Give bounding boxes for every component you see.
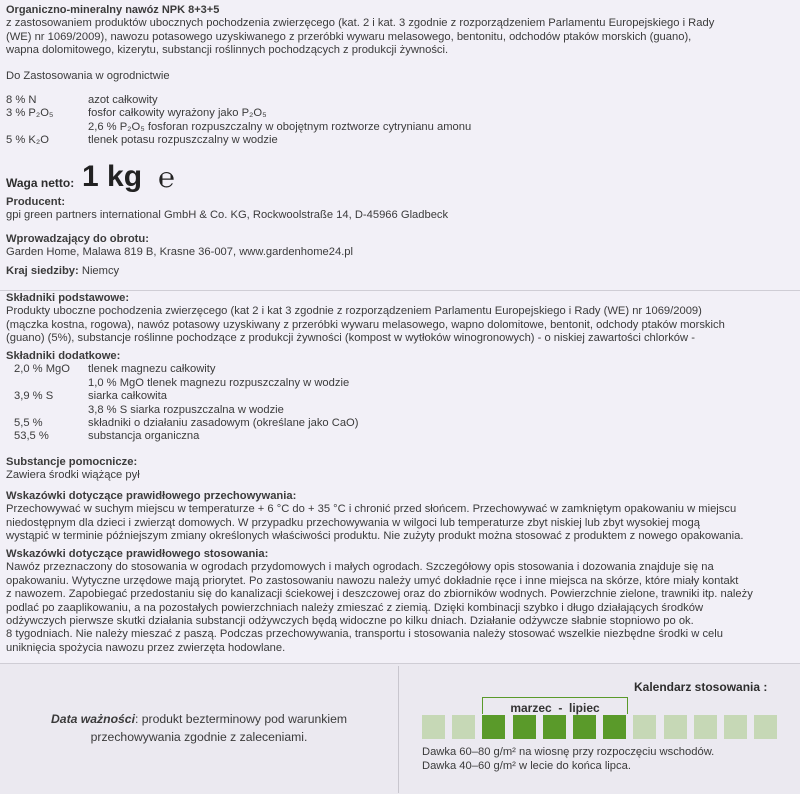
dose-spring: Dawka 60–80 g/m² na wiosnę przy rozpoczęciu wschodów. — [422, 746, 715, 758]
nutrient-desc: 2,6 % P₂O₅ fosforan rozpuszczalny w obojętnym roztworze cytrynianu amonu — [88, 120, 472, 133]
additional-pct: 53,5 % — [14, 430, 49, 443]
validity-line2: przechowywania zgodnie z zaleceniami. — [90, 730, 308, 744]
calendar-month-block — [573, 715, 596, 739]
product-description — [6, 4, 792, 58]
calendar-month-block — [754, 715, 777, 739]
basic-ingredients-line: (mączka kostna, rogowa), nawóz potasowy uzyskiwany z przeróbki wywaru melasowego, wapno dolomitowe, bentonit, odchody ptaków morskich — [6, 318, 725, 331]
storage-line: niedostępnym dla dzieci i zwierząt domowych. W przypadku przechowywania w wilgoci lub temperaturze zbyt niskiej lub zbyt wysokiej mogą — [6, 516, 700, 529]
intro-line: z zastosowaniem produktów ubocznych pochodzenia zwierzęcego (kat. 2 i kat. 3 zgodnie z rozporządzeniem Parlamentu Europejskiego i Rady — [6, 17, 715, 30]
application-line: 8 tygodniach. Nie należy mieszać z paszą. Podczas przechowywania, transportu i stosowania należy stosować wszelkie niezbędne środki w celu — [6, 628, 723, 641]
calendar-range-label: marzec - lipiec — [510, 701, 600, 715]
usage-note: Do Zastosowania w ogrodnictwie — [6, 70, 170, 82]
additional-row — [6, 404, 792, 417]
storage-line: wystąpić w terminie późniejszym zmiany określonych właściwości produktu. Nie zużyty produkt można stosować z produktem z nowego opakowania. — [6, 530, 744, 543]
additional-pct: 5,5 % — [14, 416, 43, 429]
nutrient-row — [6, 107, 792, 120]
additional-row — [6, 430, 792, 443]
estimated-sign-icon: ℮ — [158, 162, 175, 193]
nutrient-desc: tlenek potasu rozpuszczalny w wodzie — [88, 134, 278, 147]
nutrient-table — [6, 94, 792, 148]
additional-row — [6, 377, 792, 390]
usage-note-section — [6, 70, 792, 83]
application-line: Nawóz przeznaczony do stosowania w ogrodach przydomowych i małych ogrodach. Szczegółowy opis stosowania i dozowania znajduje się na — [6, 561, 714, 574]
additional-row — [6, 390, 792, 403]
additional-desc: 3,8 % S siarka rozpuszczalna w wodzie — [88, 403, 284, 416]
importer-label: Wprowadzający do obrotu: — [6, 233, 149, 245]
calendar-month-block — [664, 715, 687, 739]
section-divider — [0, 290, 800, 291]
auxiliary-value: Zawiera środki wiążące pył — [6, 469, 140, 482]
additional-desc: składniki o działaniu zasadowym (określane jako CaO) — [88, 416, 359, 429]
intro-line: (WE) nr 1069/2009), nawozu potasowego uzyskiwanego z przeróbki wywaru melasowego, bentonitu, odchodów ptaków morskich (guano), — [6, 30, 692, 43]
calendar-month-block — [422, 715, 445, 739]
additional-desc: siarka całkowita — [88, 390, 167, 403]
nutrient-row — [6, 121, 792, 134]
calendar-month-block — [694, 715, 717, 739]
dosage-info — [422, 745, 714, 773]
nutrient-pct: 5 % K₂O — [6, 134, 49, 147]
producer-section — [6, 196, 792, 223]
application-line: podlać po zaaplikowaniu, a na pozostałych powierzchniach należy zmieszać z ziemią. Dzięki kombinacji szybko i długo działających środków — [6, 601, 704, 614]
basic-ingredients-line: Produkty uboczne pochodzenia zwierzęcego (kat 2 i kat 3 zgodnie z rozporządzeniem Parlamentu Europejskiego i Rady (WE) nr 1069/2009) — [6, 305, 702, 318]
nutrient-pct: 3 % P₂O₅ — [6, 107, 54, 120]
calendar-month-block — [452, 715, 475, 739]
weight-value: 1 kg — [82, 160, 143, 193]
nutrient-desc: fosfor całkowity wyrażony jako P₂O₅ — [88, 107, 267, 120]
nutrient-row — [6, 94, 792, 107]
storage-instructions — [6, 490, 792, 544]
validity-section — [0, 710, 398, 746]
calendar-month-block — [482, 715, 505, 739]
nutrient-row — [6, 134, 792, 147]
importer-section — [6, 233, 792, 260]
calendar-month-block — [513, 715, 536, 739]
auxiliary-substances — [6, 456, 792, 483]
product-title: Organiczno-mineralny nawóz NPK 8+3+5 — [6, 4, 220, 16]
weight-label: Waga netto: — [6, 176, 75, 190]
application-instructions — [6, 548, 792, 655]
country-section — [6, 265, 792, 278]
nutrient-pct: 8 % N — [6, 94, 37, 106]
additional-ingredients — [6, 350, 792, 444]
additional-row — [6, 417, 792, 430]
net-weight — [6, 160, 792, 196]
additional-row — [6, 363, 792, 376]
calendar-month-block — [633, 715, 656, 739]
application-line: opakowaniu. Wytyczne urzędowe mają priorytet. Po zastosowaniu nawozu należy umyć dokładnie ręce i inne miejsca na skórze, które miały kontakt — [6, 574, 739, 587]
additional-pct: 3,9 % S — [14, 390, 54, 403]
application-line: uniknięcia spożycia nawozu przez zwierzęta hodowlane. — [6, 641, 286, 654]
storage-line: Przechowywać w suchym miejscu w temperaturze + 6 °C do + 35 °C i chronić przed słońcem. Przechowywać w zamkniętym opakowaniu w miejscu — [6, 503, 737, 516]
nutrient-desc: azot całkowity — [88, 94, 158, 106]
panel-divider — [398, 666, 399, 793]
calendar-month-block — [603, 715, 626, 739]
calendar-month-block — [724, 715, 747, 739]
country-value: Niemcy — [81, 265, 120, 277]
storage-label: Wskazówki dotyczące prawidłowego przechowywania: — [6, 490, 297, 502]
additional-pct: 2,0 % MgO — [14, 363, 70, 376]
additional-desc: substancja organiczna — [88, 430, 200, 443]
additional-desc: 1,0 % MgO tlenek magnezu rozpuszczalny w wodzie — [88, 376, 350, 389]
producer-label: Producent: — [6, 196, 66, 208]
basic-ingredients-line: (guano) (5%), substancje roślinne pochodzące z produkcji żywności (kompost w wytłoków winogronowych) - o niskiej zawartości chlorków - — [6, 332, 695, 345]
validity-text: : produkt bezterminowy pod warunkiem — [134, 712, 348, 726]
basic-ingredients — [6, 292, 792, 346]
basic-ingredients-label: Składniki podstawowe: — [6, 292, 130, 304]
auxiliary-label: Substancje pomocnicze: — [6, 456, 138, 468]
application-line: z nawozem. Zapobiegać przedostaniu się do kanalizacji ściekowej i deszczowej oraz do zbiorników wodnych. Powierzchnie zielone, trawniki itp. należy — [6, 588, 753, 601]
calendar-title: Kalendarz stosowania : — [634, 680, 768, 694]
calendar-month-block — [543, 715, 566, 739]
application-label: Wskazówki dotyczące prawidłowego stosowania: — [6, 548, 269, 560]
country-label: Kraj siedziby: — [6, 265, 79, 277]
additional-ingredients-label: Składniki dodatkowe: — [6, 350, 121, 362]
validity-label: Data ważności — [50, 712, 135, 726]
application-line: odżywczych pierwsze skutki działania substancji odżywczych będą widoczne po kilku dniach. Działanie odżywcze słabnie stopniowo po ok. — [6, 615, 694, 628]
intro-line: wapna dolomitowego, kizerytu, substancji roślinnych pochodzących z produkcji żywności. — [6, 44, 449, 57]
dose-summer: Dawka 40–60 g/m² w lecie do końca lipca. — [422, 760, 631, 772]
importer-value: Garden Home, Malawa 819 B, Krasne 36-007, www.gardenhome24.pl — [6, 246, 354, 259]
producer-value: gpi green partners international GmbH & Co. KG, Rockwoolstraße 14, D-45966 Gladbeck — [6, 209, 449, 222]
additional-desc: tlenek magnezu całkowity — [88, 363, 216, 376]
